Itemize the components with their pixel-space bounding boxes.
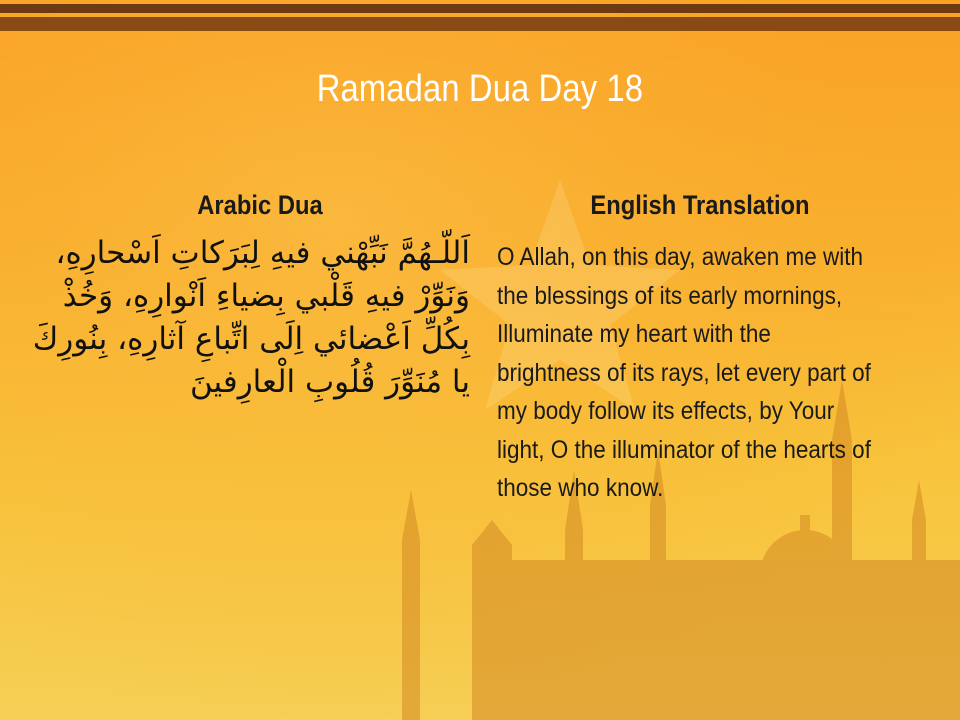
- arabic-dua-text: اَللّـهُمَّ نَبِّهْني فيهِ لِبَرَكاتِ اَسْحارِهِ، وَنَوِّرْ فيهِ قَلْبي بِضياءِ اَنْوارِهِ، وَخُذْ بِكُلِّ اَعْضائي اِلَى اتِّباعِ آثارِهِ، بِنُورِكَ يا مُنَوِّرَ قُلُوبِ الْعارِفينَ: [32, 235, 470, 400]
- arabic-dua-heading: Arabic Dua: [197, 190, 323, 220]
- english-translation-text: O Allah, on this day, awaken me with the blessings of its early mornings, Illuminate my heart with the brightness of its rays, let every part of my body follow its effects, by Your light, O the illuminator of the hearts of those who know.: [497, 243, 871, 502]
- top-decorative-bar-thick: [0, 17, 960, 31]
- slide-title: Ramadan Dua Day 18: [316, 68, 644, 110]
- english-translation-heading: English Translation: [590, 190, 810, 220]
- top-decorative-bar: [0, 4, 960, 13]
